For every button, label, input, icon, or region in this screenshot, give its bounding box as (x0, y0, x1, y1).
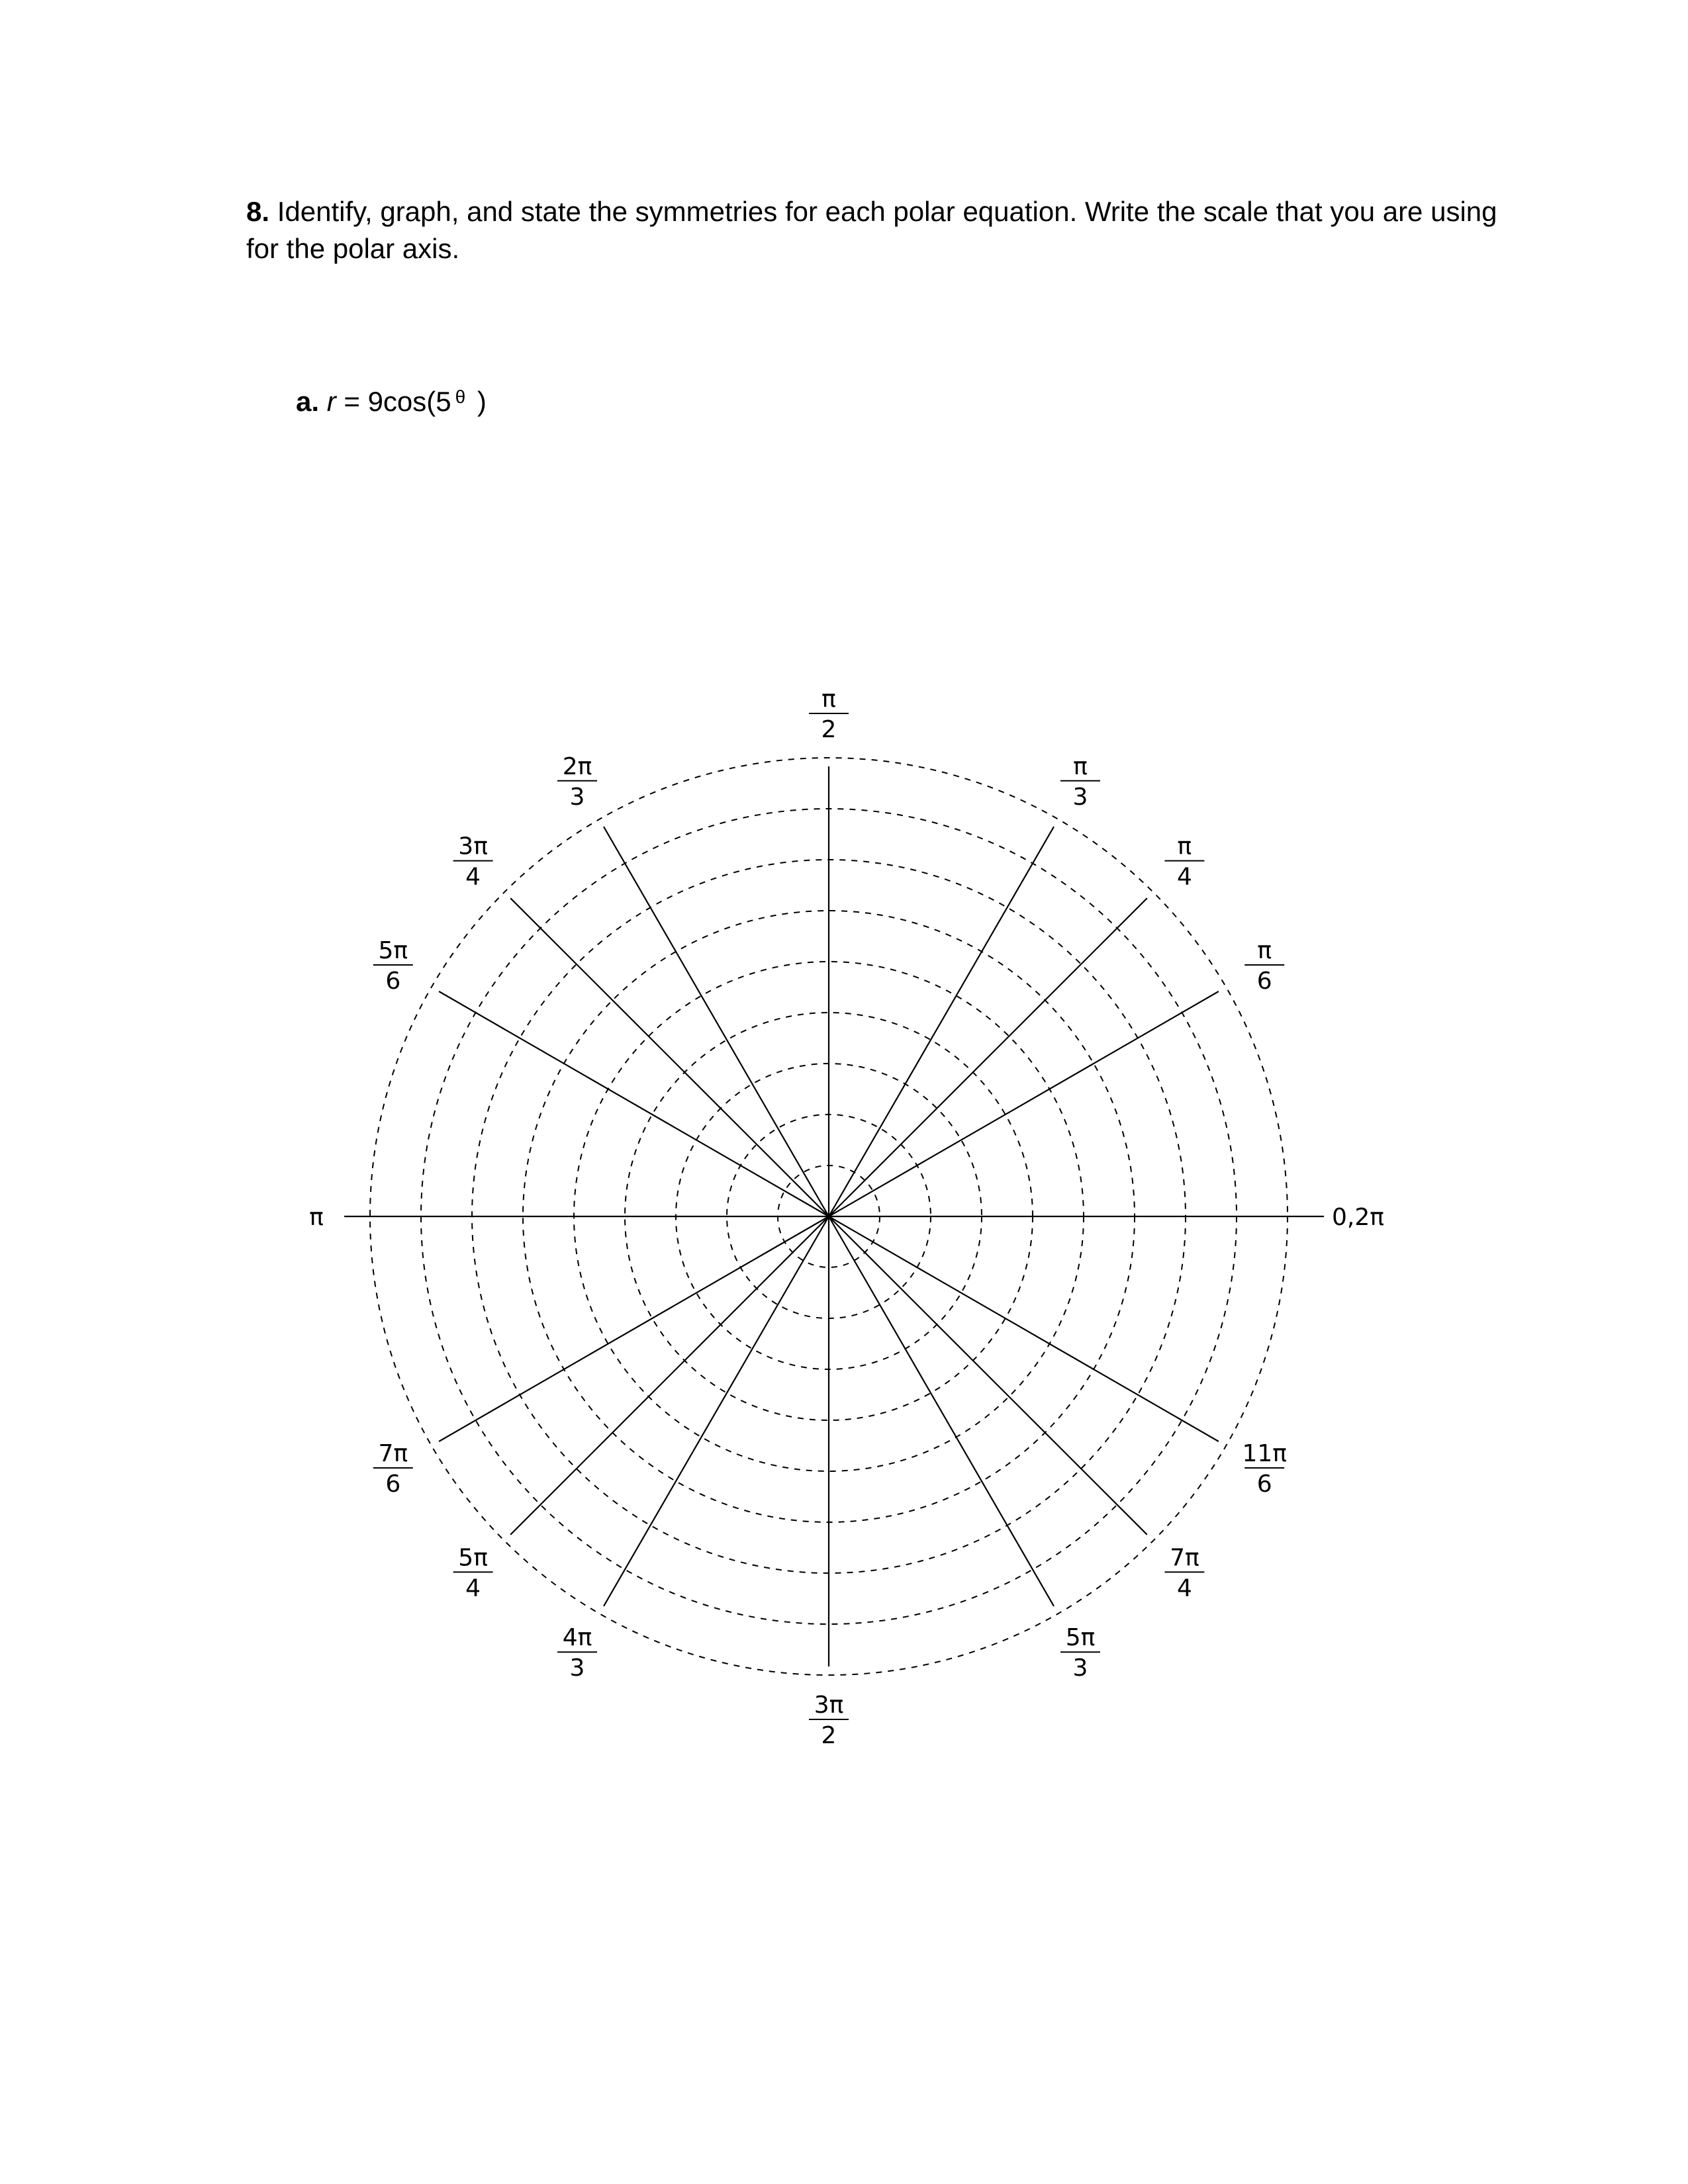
axis-label-zero: 0,2π (1332, 1204, 1384, 1231)
angle-label-denominator: 3 (1072, 783, 1088, 811)
part-a-label: a. (296, 386, 320, 417)
angle-label-numerator: π (1177, 833, 1192, 860)
angle-label-numerator: 7π (1170, 1544, 1199, 1572)
angle-ray (829, 991, 1219, 1216)
angle-label-denominator: 3 (569, 783, 585, 811)
angle-label-denominator: 6 (1256, 1471, 1272, 1498)
angle-label-numerator: π (821, 686, 836, 713)
angle-label-denominator: 3 (569, 1655, 585, 1682)
angle-label-numerator: 11π (1242, 1440, 1287, 1467)
angle-label-numerator: π (1257, 937, 1272, 964)
angle-label-numerator: 2π (562, 752, 592, 780)
angle-label-denominator: 4 (1176, 863, 1192, 891)
angle-label-denominator: 6 (385, 968, 401, 995)
theta-symbol: θ (455, 387, 466, 407)
angle-label-denominator: 4 (1176, 1574, 1192, 1602)
problem-instructions: Identify, graph, and state the symmetries for each polar equation. Write the scale that you are using for the polar axis. (246, 196, 1497, 264)
equation-end: ) (469, 386, 487, 417)
angle-ray (510, 898, 829, 1216)
angle-label-numerator: 3π (458, 833, 488, 860)
angle-ray (829, 827, 1054, 1216)
angle-ray (829, 1216, 1147, 1535)
equation-start: = 9cos(5 (336, 386, 451, 417)
angle-ray (604, 827, 829, 1216)
angle-label-numerator: 4π (562, 1624, 592, 1652)
angle-ray (829, 1216, 1219, 1441)
problem-number: 8. (246, 196, 270, 227)
angle-ray (604, 1216, 829, 1606)
angle-ray (829, 898, 1147, 1216)
angle-label-denominator: 6 (1256, 968, 1272, 995)
angle-label-denominator: 6 (385, 1471, 401, 1498)
angle-label-denominator: 2 (821, 1722, 837, 1749)
angle-label-numerator: 5π (458, 1544, 488, 1572)
angle-ray (439, 1216, 829, 1441)
angle-label-numerator: 3π (814, 1692, 844, 1719)
axis-label-pi: π (309, 1204, 324, 1231)
angle-ray (829, 1216, 1054, 1606)
angle-ray (439, 991, 829, 1216)
angle-ray (510, 1216, 829, 1535)
angle-label-numerator: 5π (1065, 1624, 1096, 1652)
angle-label-denominator: 3 (1072, 1655, 1088, 1682)
angle-label-denominator: 4 (465, 1574, 481, 1602)
angle-label-denominator: 2 (821, 716, 837, 743)
r-variable: r (326, 386, 336, 417)
angle-label-numerator: 7π (378, 1440, 408, 1467)
angle-label-denominator: 4 (465, 863, 481, 891)
angle-label-numerator: π (1073, 752, 1088, 780)
angle-label-numerator: 5π (378, 937, 408, 964)
